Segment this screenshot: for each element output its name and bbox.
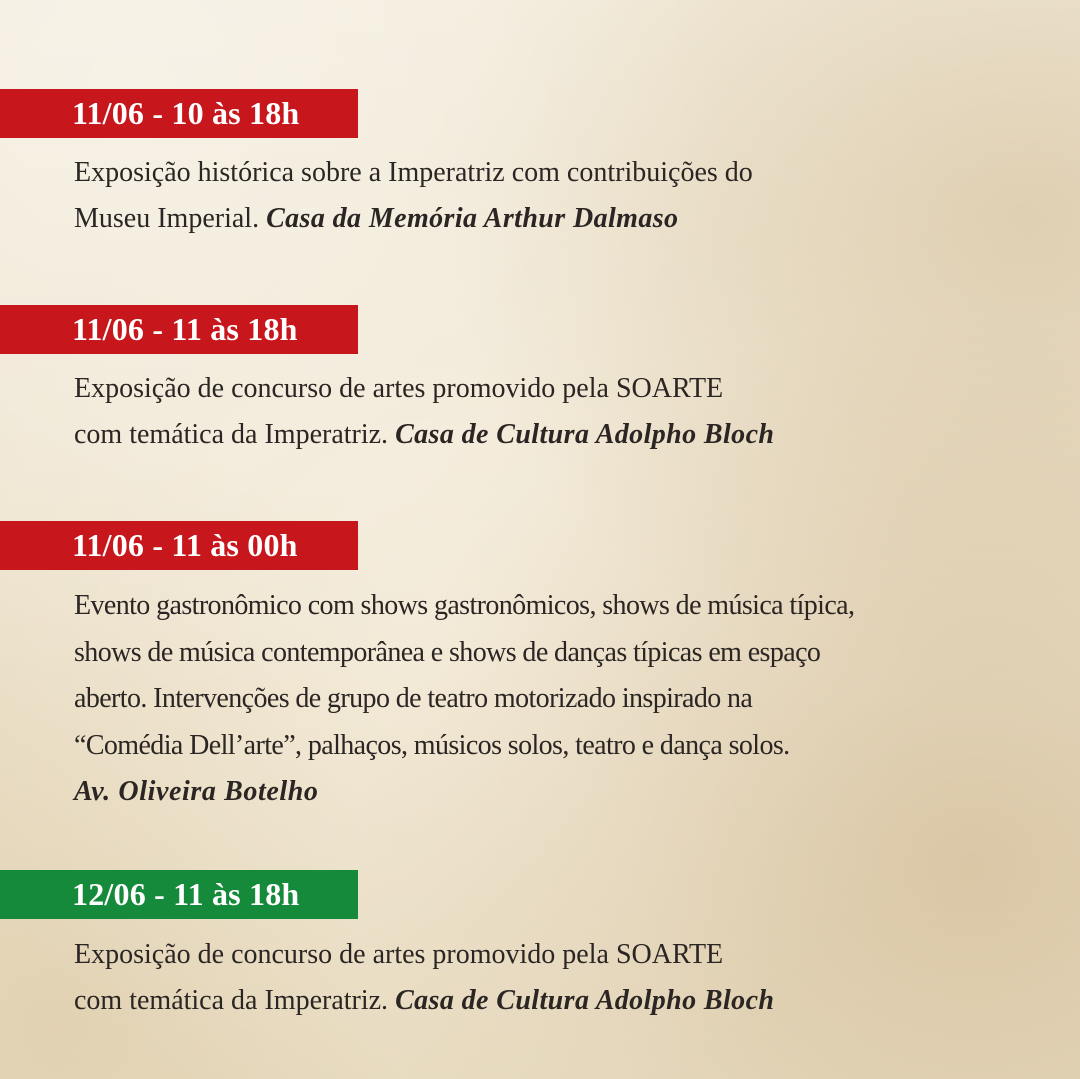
- description-line-with-place: [74, 978, 1034, 1024]
- description-line: com temática da Imperatriz.: [74, 985, 396, 1016]
- date-badge: 11/06 - 11 às 00h: [0, 521, 358, 570]
- description-line: Museu Imperial.: [74, 203, 267, 234]
- description-line: Exposição de concurso de artes promovido pela SOARTE: [74, 939, 724, 970]
- date-badge: 11/06 - 11 às 18h: [0, 305, 358, 354]
- description-line: aberto. Intervenções de grupo de teatro motorizado inspirado na: [74, 683, 753, 714]
- event-place: Av. Oliveira Botelho: [74, 776, 319, 807]
- event-description: [74, 583, 1034, 816]
- description-line: Exposição de concurso de artes promovido pela SOARTE: [74, 373, 724, 404]
- description-line: com temática da Imperatriz.: [74, 419, 396, 450]
- description-line: shows de música contemporânea e shows de danças típicas em espaço: [74, 636, 821, 668]
- description-line-with-place: [74, 196, 1034, 242]
- event-place: Casa de Cultura Adolpho Bloch: [395, 419, 775, 450]
- description-line: Evento gastronômico com shows gastronômicos, shows de música típica,: [74, 590, 855, 621]
- event-description: [74, 366, 1034, 458]
- description-line: Exposição histórica sobre a Imperatriz com contribuições do: [74, 157, 753, 188]
- date-badge: 12/06 - 11 às 18h: [0, 870, 358, 919]
- description-line: “Comédia Dell’arte”, palhaços, músicos solos, teatro e dança solos.: [74, 729, 790, 761]
- event-description: [74, 932, 1034, 1024]
- event-place: Casa de Cultura Adolpho Bloch: [395, 985, 775, 1016]
- event-place: Casa da Memória Arthur Dalmaso: [266, 203, 679, 234]
- date-badge: 11/06 - 10 às 18h: [0, 89, 358, 138]
- event-description: [74, 150, 1034, 242]
- description-line-with-place: [74, 412, 1034, 458]
